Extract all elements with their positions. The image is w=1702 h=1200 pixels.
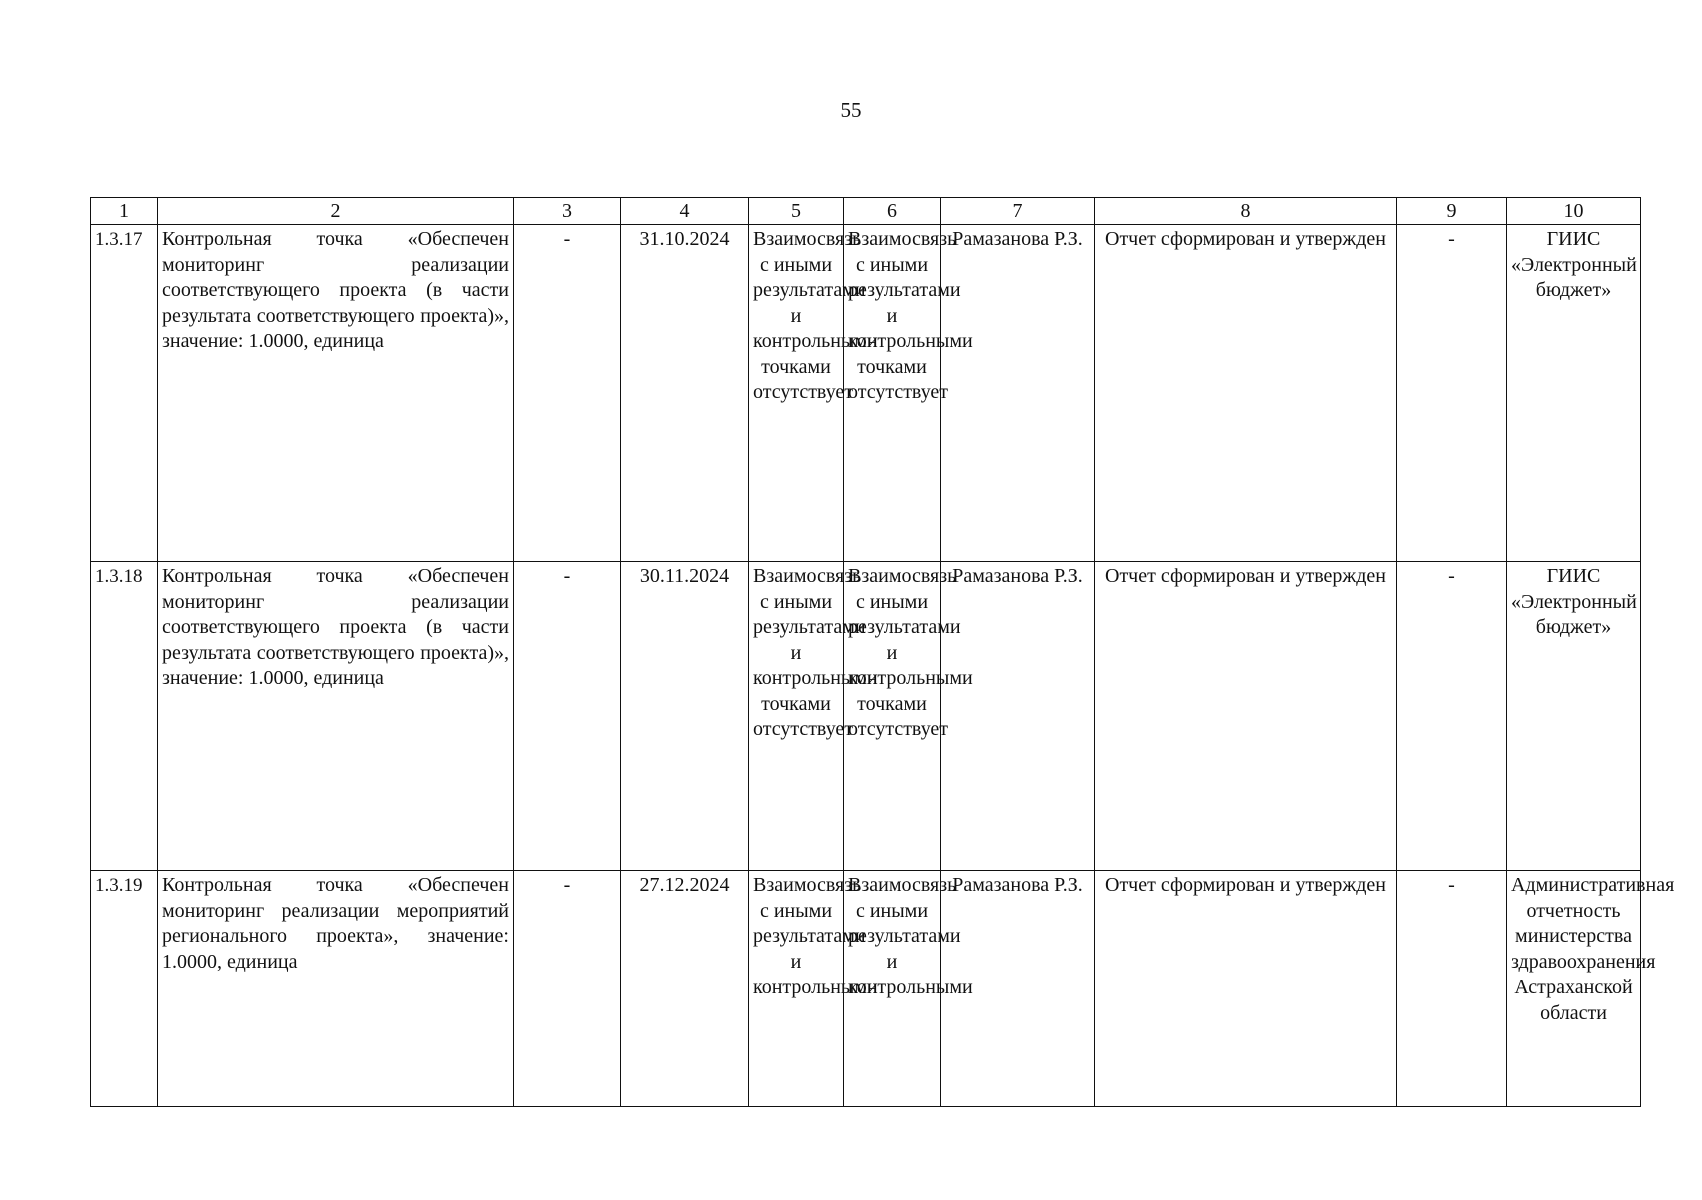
row-col3: - — [514, 562, 621, 871]
row-responsible: Рамазанова Р.З. — [941, 225, 1095, 562]
table-row — [91, 871, 1641, 1107]
column-header-4: 4 — [621, 198, 749, 225]
table-row — [91, 562, 1641, 871]
row-col9: - — [1397, 562, 1507, 871]
column-header-6: 6 — [844, 198, 941, 225]
column-header-7: 7 — [941, 198, 1095, 225]
row-result: Отчет сформирован и утвержден — [1095, 225, 1397, 562]
row-source: ГИИС «Электронный бюджет» — [1507, 562, 1641, 871]
table-row — [91, 225, 1641, 562]
row-number: 1.3.18 — [91, 562, 158, 871]
column-header-2: 2 — [158, 198, 514, 225]
row-col3: - — [514, 225, 621, 562]
row-col9: - — [1397, 871, 1507, 1107]
row-col6: Взаимосвязь с иными результатами и контрольными — [844, 871, 941, 1107]
document-table — [90, 197, 1675, 1107]
row-date: 31.10.2024 — [621, 225, 749, 562]
row-date: 27.12.2024 — [621, 871, 749, 1107]
row-col6: Взаимосвязь с иными результатами и контрольными точками отсутствует — [844, 225, 941, 562]
row-number: 1.3.19 — [91, 871, 158, 1107]
row-description: Контрольная точка «Обеспечен мониторинг реализации мероприятий регионального проекта», значение: 1.0000, единица — [158, 871, 514, 1107]
column-header-5: 5 — [749, 198, 844, 225]
row-responsible: Рамазанова Р.З. — [941, 871, 1095, 1107]
row-description: Контрольная точка «Обеспечен мониторинг реализации соответствующего проекта (в части результата соответствующего проекта)», значение: 1.0000, единица — [158, 225, 514, 562]
row-source: ГИИС «Электронный бюджет» — [1507, 225, 1641, 562]
row-col5: Взаимосвязь с иными результатами и контрольными точками отсутствует — [749, 225, 844, 562]
table-header-row — [91, 198, 1641, 225]
column-header-1: 1 — [91, 198, 158, 225]
row-source: Административная отчетность министерства здравоохранения Астраханской области — [1507, 871, 1641, 1107]
row-col5: Взаимосвязь с иными результатами и контрольными — [749, 871, 844, 1107]
row-col9: - — [1397, 225, 1507, 562]
column-header-8: 8 — [1095, 198, 1397, 225]
column-header-9: 9 — [1397, 198, 1507, 225]
row-number: 1.3.17 — [91, 225, 158, 562]
row-col6: Взаимосвязь с иными результатами и контрольными точками отсутствует — [844, 562, 941, 871]
row-result: Отчет сформирован и утвержден — [1095, 871, 1397, 1107]
row-description: Контрольная точка «Обеспечен мониторинг реализации соответствующего проекта (в части результата соответствующего проекта)», значение: 1.0000, единица — [158, 562, 514, 871]
column-header-10: 10 — [1507, 198, 1641, 225]
row-result: Отчет сформирован и утвержден — [1095, 562, 1397, 871]
row-col5: Взаимосвязь с иными результатами и контрольными точками отсутствует — [749, 562, 844, 871]
row-col3: - — [514, 871, 621, 1107]
page-number: 55 — [840, 98, 862, 122]
row-responsible: Рамазанова Р.З. — [941, 562, 1095, 871]
row-date: 30.11.2024 — [621, 562, 749, 871]
column-header-3: 3 — [514, 198, 621, 225]
